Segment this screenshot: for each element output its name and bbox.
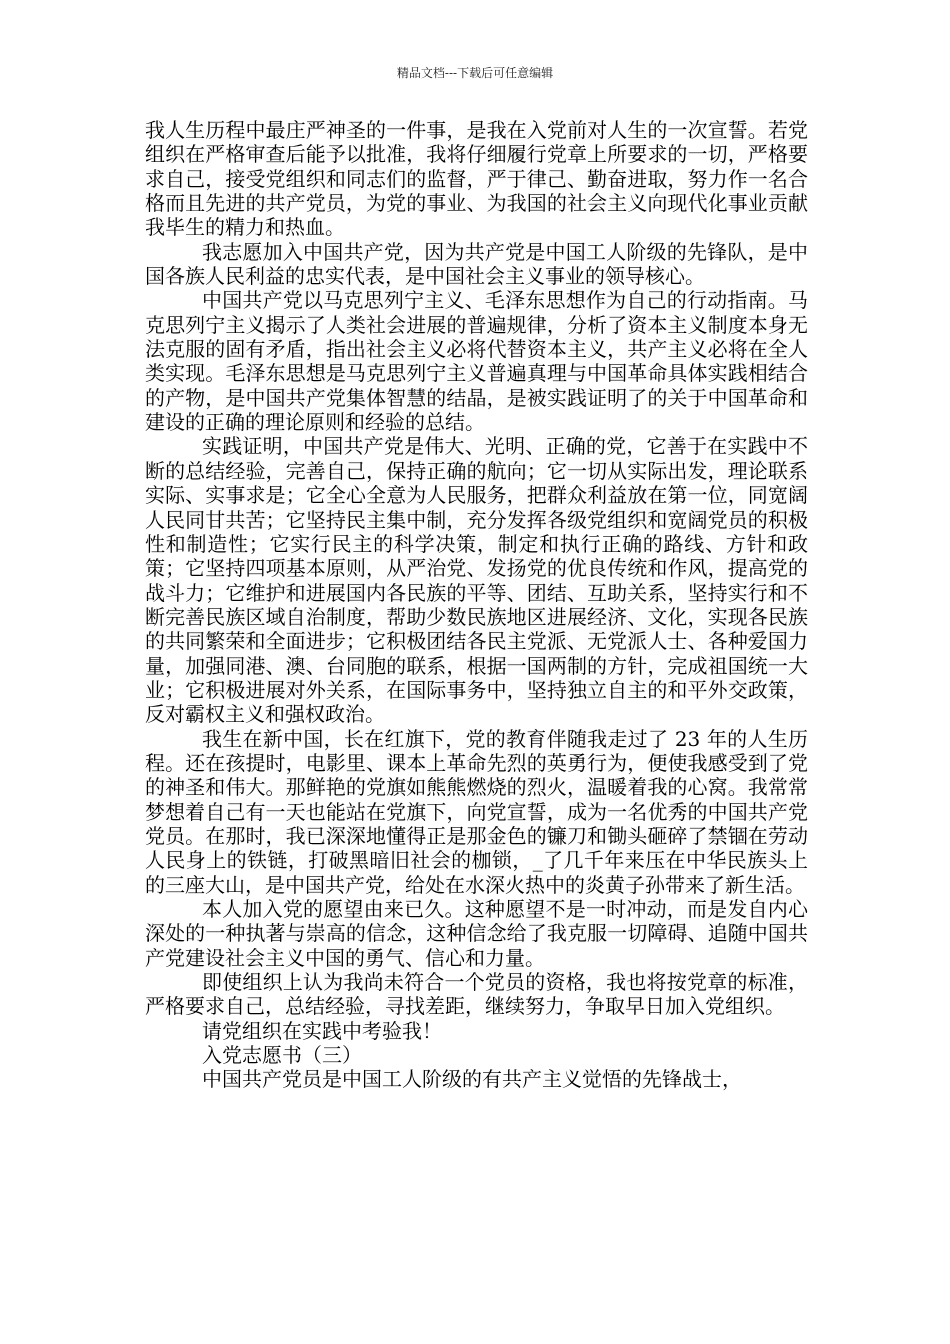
page-header: 精品文档---下载后可任意编辑	[396, 66, 554, 80]
section-title: 入党志愿书（三）	[202, 1043, 362, 1068]
document-body	[145, 118, 808, 1092]
paragraph-4: 实践证明，中国共产党是伟大、光明、正确的党，它善于在实践中不断的总结经验，完善自己，保持正确的航向；它一切从实际出发，理论联系实际、实事求是；它全心全意为人民服务，把群众利益放在第一位，同宽阔人民同甘共苦；它坚持民主集中制，充分发挥各级党组织和宽阔党员的积极性和制造性；它实行民主的科学决策，制定和执行正确的路线、方针和政策；它坚持四项基本原则，从严治党、发扬党的优良传统和作风，提高党的战斗力；它维护和进展国内各民族的平等、团结、互助关系，坚持实行和不断完善民族区域自治制度，帮助少数民族地区进展经济、文化，实现各民族的共同繁荣和全面进步；它积极团结各民主党派、无党派人士、各种爱国力量，加强同港、澳、台同胞的联系，根据一国两制的方针，完成祖国统一大业；它积极进展对外关系，在国际事务中，坚持独立自主的和平外交政策，反对霸权主义和强权政治。	[145, 434, 808, 727]
paragraph-8: 中国共产党员是中国工人阶级的有共产主义觉悟的先锋战士，	[202, 1067, 742, 1092]
paragraph-3: 中国共产党以马克思列宁主义、毛泽东思想作为自己的行动指南。马克思列宁主义揭示了人类社会进展的普遍规律，分析了资本主义制度本身无法克服的固有矛盾，指出社会主义必将代替资本主义，共产主义必将在全人类实现。毛泽东思想是马克思列宁主义普遍真理与中国革命具体实践相结合的产物，是中国共产党集体智慧的结晶，是被实践证明了的关于中国革命和建设的正确的理论原则和经验的总结。	[145, 288, 808, 435]
paragraph-1: 我人生历程中最庄严神圣的一件事，是我在入党前对人生的一次宣誓。若党组织在严格审查后能予以批准，我将仔细履行党章上所要求的一切，严格要求自己，接受党组织和同志们的监督，严于律己、勤奋进取，努力作一名合格而且先进的共产党员，为党的事业、为我国的社会主义向现代化事业贡献我毕生的精力和热血。	[145, 118, 808, 240]
paragraph-6: 本人加入党的愿望由来已久。这种愿望不是一时冲动，而是发自内心深处的一种执著与崇高的信念，这种信念给了我克服一切障碍、追随中国共产党建设社会主义中国的勇气、信心和力量。	[145, 897, 808, 970]
paragraph-5: 我生在新中国，长在红旗下，党的教育伴随我走过了 23 年的人生历程。还在孩提时，电影里、课本上革命先烈的英勇行为，便使我感受到了党的神圣和伟大。那鲜艳的党旗如熊熊燃烧的烈火，温暖着我的心窝。我常常梦想着自己有一天也能站在党旗下，向党宣誓，成为一名优秀的中国共产党党员。在那时，我已深深地懂得正是那金色的镰刀和锄头砸碎了禁锢在劳动人民身上的铁链，打破黑暗旧社会的枷锁，_了几千年来压在中华民族头上的三座大山，是中国共产党，给处在水深火热中的炎黄子孙带来了新生活。	[145, 726, 808, 897]
paragraph-7: 即使组织上认为我尚未符合一个党员的资格，我也将按党章的标准，严格要求自己，总结经验，寻找差距，继续努力，争取早日加入党组织。	[145, 970, 808, 1019]
paragraph-2: 我志愿加入中国共产党，因为共产党是中国工人阶级的先锋队，是中国各族人民利益的忠实代表，是中国社会主义事业的领导核心。	[145, 239, 808, 289]
closing-request: 请党组织在实践中考验我！	[202, 1018, 442, 1043]
